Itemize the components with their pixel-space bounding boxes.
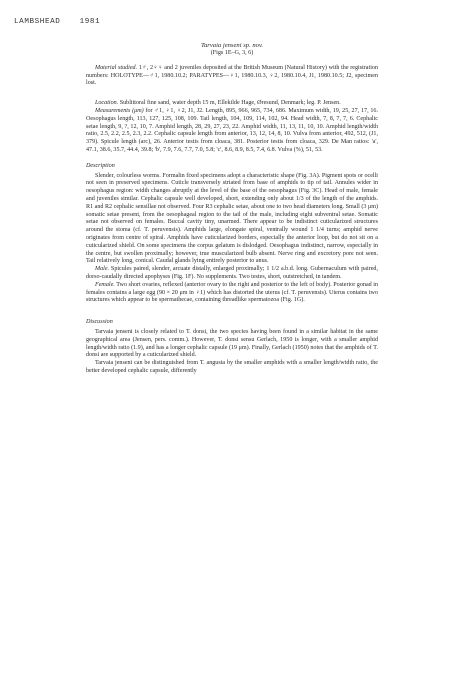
location-label: Location. <box>95 100 119 107</box>
article-body <box>86 42 378 376</box>
running-head-author: LAMBSHEAD <box>14 18 61 26</box>
male-label: Male. <box>95 266 110 273</box>
species-title-block <box>86 42 378 58</box>
material-paragraph <box>86 65 378 88</box>
measurements-label: Measurements (μm) <box>95 107 144 114</box>
material-label: Material studied. <box>95 64 138 71</box>
description-paragraph: Slender, colourless worms. Formalin fixed specimens adopt a characteristic shape (Fig. 3A). Pigment spots or ocelli not seen in preserved specimens. Cuticle transversely striated from base of amphids to tip of tail. Annules wider in oesophagus region: width changes abruptly at the level of the base of the oesophagus (Fig. 3C). Head of male, female and juveniles similar. Cephalic capsule well developed, short, extending only about 1/3 of the length of the amphids. R1 and R2 cephalic sensillae not observed. Four R3 cephalic setae, about one to two head diameters long. Small (3 μm) somatic setae present, from the oesophageal region to the tail of the male, including eight subventral setae. Somatic setae not observed on females. Buccal cavity tiny, unarmed. There appear to be indistinct cuticularized structures around the stoma (cf. T. peruvensis). Amphids large, elongate spiral, ventrally wound 1 1/4 turns; amphid nerve originates from centre of spiral. Amphids have cuticularized borders, especially the anterior loop, but do not sit on a cuticularized shield. On some specimens the corpus gelatum is dislodged. Oesophagus indistinct, narrow, especially in the centre, but swollen proximally; however, true muscularized bulb absent. Nerve ring and excretory pore not seen. Tail relatively long, conical. Caudal glands lying entirely posterior to anus. <box>86 172 378 265</box>
female-paragraph <box>86 282 378 305</box>
discussion-paragraph-2: Tarvaia jenseni can be distinguished from T. angusta by the smaller amphids with a smaller length/width ratio, the better developed cephalic capsule, differently <box>86 360 378 374</box>
female-label: Female. <box>95 281 115 288</box>
male-paragraph <box>86 266 378 282</box>
running-head <box>14 18 214 26</box>
discussion-paragraph-1: Tarvaia jenseni is closely related to T. donsi, the two species having been found in a similar habitat in the same geographical area (Jensen, pers. comm.). However, T. donsi sensu Gerlach, 1950 is longer, with a smaller amphid length/width ratio (1.9), and has a longer cephalic capsule (19 μm). Finally, Gerlach (1950) notes that the amphids of T. donsi are supported by a cuticularized shield. <box>86 328 378 359</box>
spacer <box>86 305 378 311</box>
measurements-text: for ♂1, ♀1, ♀2, J1, J2. Length, 895, 966, 965, 734, 686. Maximum width, 19, 25, 27, 17, 16. Oesophagus length, 113, 127, 125, 108, 109. Tail length, 104, 109, 114, 102, 94. Head width, 7, 8, 7, 7, 6. Cephalic setae length, 9, ?, 12, 10, 7. Amphid length, 28, 29, 27, 23, 22. Amphid width, 11, 13, 11, 10, 10. Amphid length/width ratio, 2.5, 2.2, 2.5, 2.3, 2.2. Cephalic capsule length from anterior, 13, 12, 14, 8, 10. Vulva from anterior, 492, 512, (J1, 379). Spicule length (arc), 26. Anterior testis from cloaca, 381. Posterior testis from cloaca, 329. De Man ratios: 'a', 47.1, 38.6, 35.7, 44.4, 39.8; 'b', 7.9, 7.6, 7.7, 7.0, 5.8; 'c', 8.6, 8.9, 8.5, 7.4, 6.8. Vulva (%), 51, 53. <box>86 107 379 153</box>
species-title: Tarvaia jenseni sp. nov. <box>200 42 264 49</box>
running-head-year: 1981 <box>79 18 101 26</box>
material-text: 1♂, 2♀♀ and 2 juveniles deposited at the British Museum (Natural History) with the registration numbers: HOLOTYPE—♂1, 1980.10.2; PARATYPES—♀1, 1980.10.3, ♀2, 1980.10.4, J1, 1980.10.5; J2, specimen lost. <box>86 64 378 87</box>
location-text: Sublittoral fine sand, water depth 15 m, Ellekilde Hage, Øresund, Denmark; leg. P. Jensen. <box>118 100 341 107</box>
discussion-heading: Discussion <box>86 319 113 326</box>
female-text: Two short ovaries, reflexed (anterior ovary to the right and posterior to the left of body). Posterior gonad in females contains a large egg (90 × 20 μm in ♀1) which has distorted the uterus (cf. T. peruvensis). Uterus contains two structures which appear to be spermathecae, containing threadlike spermatozoa (Fig. 1G). <box>86 281 378 304</box>
figure-reference: (Figs 1E–G, 3, 6) <box>210 50 254 56</box>
measurements-paragraph <box>86 108 378 155</box>
male-text: Spicules paired, slender, arcuate distally, enlarged proximally; 1 1/2 a.b.d. long. Gubernaculum with paired, dorso-caudally directed apophyses (Fig. 1F). No supplements. Two testes, short, outstretched, in tandem. <box>86 266 378 280</box>
location-paragraph <box>86 100 378 108</box>
description-heading: Description <box>86 162 115 169</box>
